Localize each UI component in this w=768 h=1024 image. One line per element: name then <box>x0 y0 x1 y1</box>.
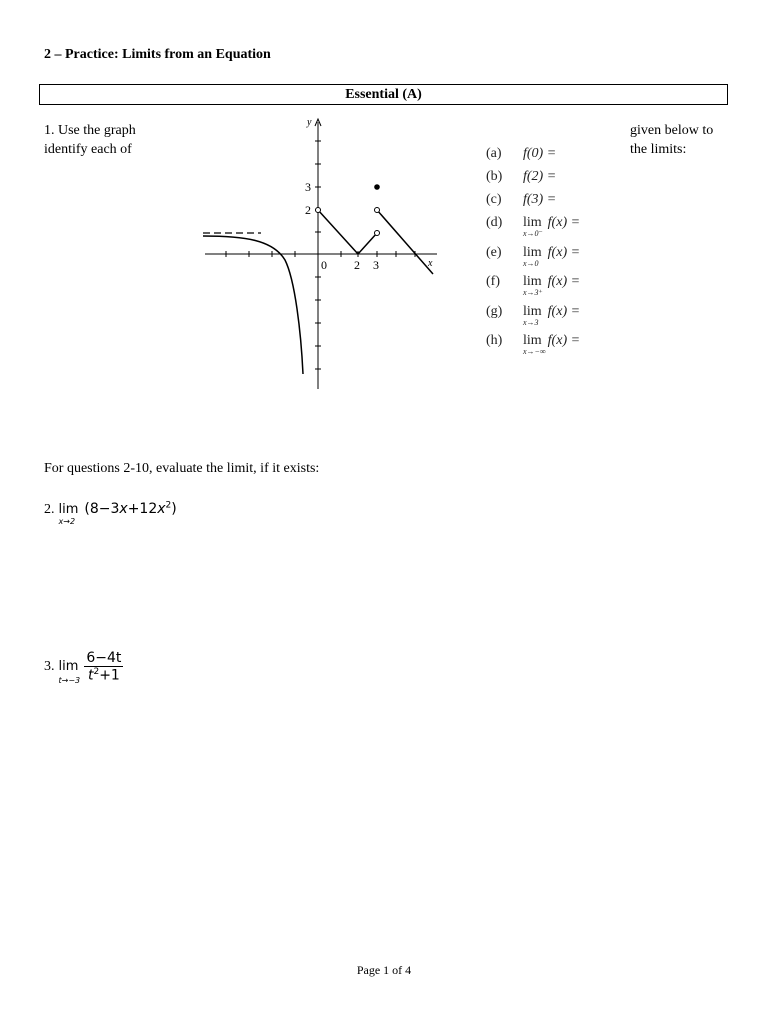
item-expression: f(x) = <box>547 274 581 289</box>
x-tick-3: 3 <box>373 258 379 272</box>
section-label: Essential (A) <box>345 87 422 102</box>
y-axis-label: y <box>307 117 312 128</box>
limit-item-a <box>486 146 556 162</box>
expr-exponent: 2 <box>165 500 172 511</box>
x-axis-label: x <box>428 258 433 269</box>
lim-subscript: x→3 <box>523 318 539 327</box>
question-2-expression <box>84 501 176 517</box>
x-tick-0: 0 <box>321 258 327 272</box>
item-letter: (d) <box>486 215 503 230</box>
page-footer: Page 1 of 4 <box>356 963 412 977</box>
question-number: 3. <box>44 658 55 674</box>
lim-text: lim <box>523 304 542 319</box>
item-expression: f(x) = <box>547 304 581 319</box>
limit-item-e <box>486 245 581 268</box>
lim-operator <box>58 502 79 526</box>
fraction-denominator <box>84 667 123 684</box>
question-1-line-3: given below to <box>630 123 714 138</box>
v-segment <box>318 210 377 254</box>
item-letter: (a) <box>486 146 502 161</box>
y-tick-2: 2 <box>305 203 311 217</box>
limit-item-f <box>486 274 581 297</box>
lim-subscript: x→2 <box>58 517 76 526</box>
item-expression: f(2) = <box>523 169 557 184</box>
question-number: 1. <box>44 123 55 138</box>
limit-item-g <box>486 304 581 327</box>
y-tick-3: 3 <box>305 180 311 194</box>
lim-text: lim <box>58 659 79 675</box>
limit-item-d <box>486 215 581 238</box>
expr-part: ) <box>171 501 177 517</box>
expr-part: +1 <box>99 667 120 684</box>
limit-item-h <box>486 333 581 356</box>
item-letter: (h) <box>486 333 503 348</box>
lim-text: lim <box>523 333 542 348</box>
item-expression: f(3) = <box>523 192 557 207</box>
question-3-fraction <box>84 650 123 684</box>
open-point-3-2 <box>375 208 380 213</box>
item-expression: f(x) = <box>547 333 581 348</box>
lim-text: lim <box>523 274 542 289</box>
lim-text: lim <box>523 245 542 260</box>
expr-part: (8−3 <box>84 501 120 517</box>
question-1-text-left <box>44 121 136 159</box>
fraction-numerator: 6−4t <box>86 650 122 666</box>
question-3 <box>44 650 123 684</box>
item-expression: f(x) = <box>547 245 581 260</box>
expr-part: +12 <box>127 501 158 517</box>
item-letter: (e) <box>486 245 502 260</box>
lim-operator <box>523 245 542 268</box>
section-header <box>39 84 728 105</box>
lim-subscript: x→0⁻ <box>523 229 543 238</box>
question-1-line-2: identify each of <box>44 142 132 157</box>
function-graph <box>195 112 445 397</box>
question-2 <box>44 500 177 526</box>
expr-variable: x <box>119 501 128 517</box>
right-segment <box>377 210 433 274</box>
lim-operator <box>523 333 546 356</box>
limit-item-b <box>486 169 556 185</box>
item-letter: (b) <box>486 169 503 184</box>
expr-variable: t <box>87 667 94 684</box>
lim-operator <box>523 215 543 238</box>
lim-operator <box>58 659 81 686</box>
lim-operator <box>523 304 542 327</box>
item-letter: (c) <box>486 192 502 207</box>
closed-point-3-3 <box>374 184 380 190</box>
question-number: 2. <box>44 502 55 517</box>
item-letter: (g) <box>486 304 503 319</box>
item-letter: (f) <box>486 274 500 289</box>
question-1-line-1: Use the graph <box>58 123 136 138</box>
limit-item-c <box>486 192 556 208</box>
left-branch-curve <box>203 236 303 374</box>
lim-subscript: x→−∞ <box>523 347 546 356</box>
lim-subscript: x→0 <box>523 259 539 268</box>
lim-text: lim <box>523 215 542 230</box>
lim-subscript: t→−3 <box>58 676 81 686</box>
open-point-3-1 <box>375 231 380 236</box>
expr-exponent: 2 <box>93 667 100 677</box>
question-1-text-right <box>630 121 713 159</box>
lim-operator <box>523 274 543 297</box>
item-expression: f(x) = <box>547 215 581 230</box>
axis-ticks <box>226 141 415 369</box>
instructions: For questions 2-10, evaluate the limit, if it exists: <box>44 461 320 476</box>
page-title: 2 – Practice: Limits from an Equation <box>44 47 271 62</box>
open-point-0-2 <box>316 208 321 213</box>
x-tick-2: 2 <box>354 258 360 272</box>
expr-variable: x <box>157 501 166 517</box>
lim-text: lim <box>58 502 79 517</box>
lim-subscript: x→3⁺ <box>523 288 543 297</box>
item-expression: f(0) = <box>523 146 557 161</box>
question-1-line-4: the limits: <box>630 142 687 157</box>
